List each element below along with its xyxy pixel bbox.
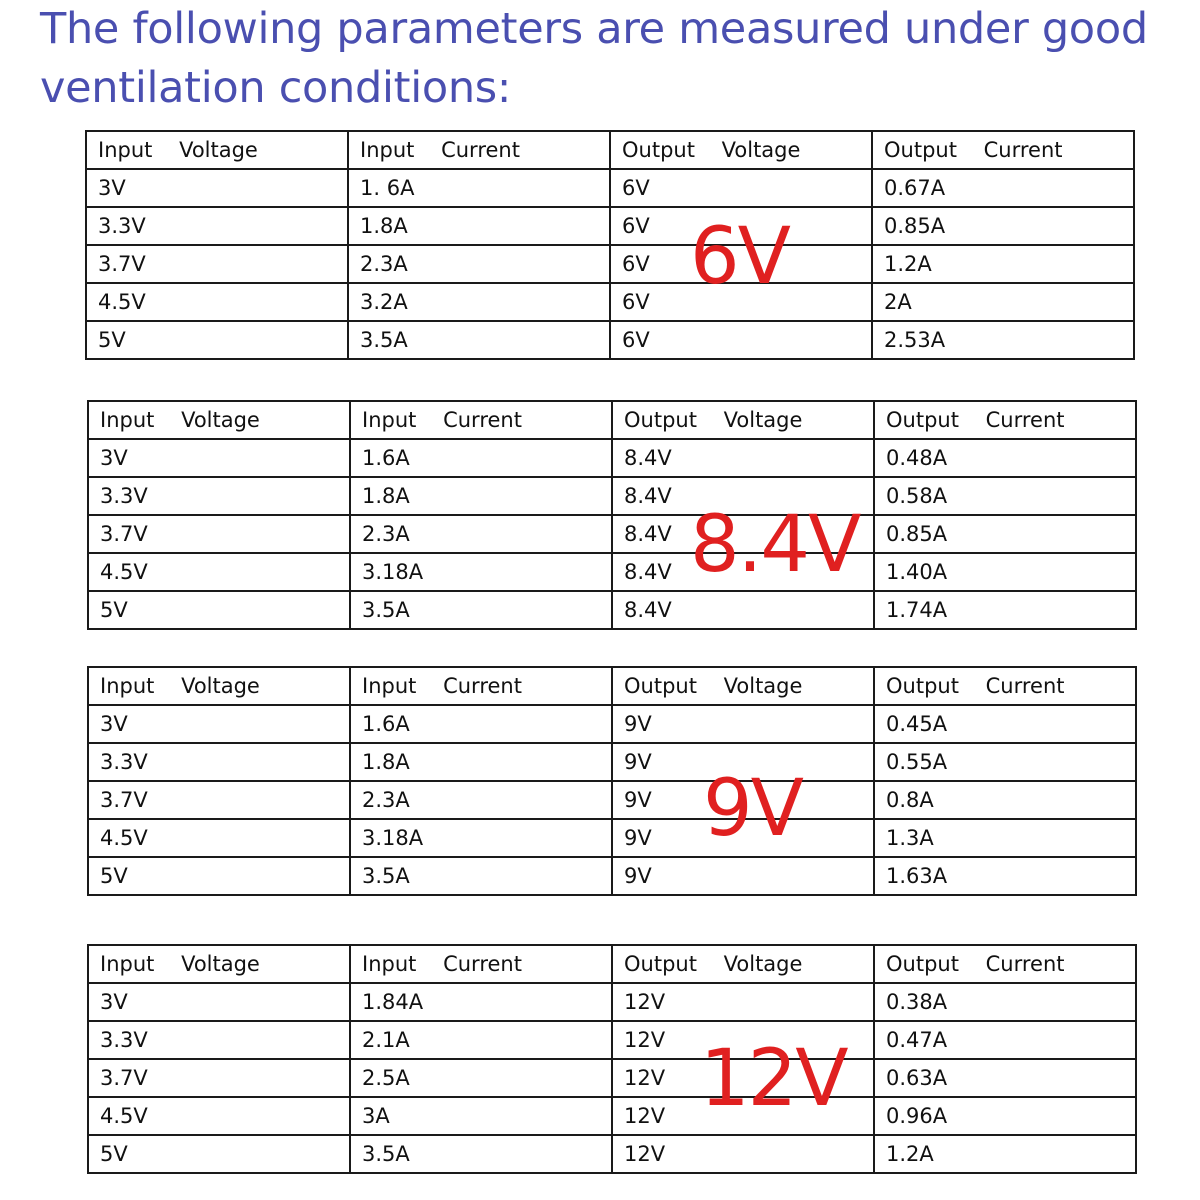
cell-output-current: 2.53A <box>872 321 1134 359</box>
cell-output-voltage: 9V <box>612 857 874 895</box>
cell-input-current: 2.3A <box>350 781 612 819</box>
cell-input-voltage: 3V <box>86 169 348 207</box>
table-row <box>86 321 1134 359</box>
header-input-current: Input Current <box>350 401 612 439</box>
table-header-row <box>88 945 1136 983</box>
cell-output-voltage: 8.4V <box>612 477 874 515</box>
cell-input-voltage: 3V <box>88 439 350 477</box>
cell-output-current: 1.63A <box>874 857 1136 895</box>
header-input-voltage: Input Voltage <box>88 667 350 705</box>
table-row <box>88 1135 1136 1173</box>
header-output-voltage: Output Voltage <box>610 131 872 169</box>
header-input-voltage: Input Voltage <box>86 131 348 169</box>
header-output-current: Output Current <box>874 667 1136 705</box>
cell-input-current: 3.18A <box>350 553 612 591</box>
cell-input-current: 2.1A <box>350 1021 612 1059</box>
cell-output-current: 2A <box>872 283 1134 321</box>
cell-input-voltage: 5V <box>88 857 350 895</box>
cell-input-current: 3A <box>350 1097 612 1135</box>
spec-table-12v <box>87 944 1137 1174</box>
header-output-voltage: Output Voltage <box>612 401 874 439</box>
cell-output-current: 0.38A <box>874 983 1136 1021</box>
header-output-current: Output Current <box>874 945 1136 983</box>
cell-input-current: 1.6A <box>350 705 612 743</box>
table-row <box>88 1097 1136 1135</box>
cell-output-current: 0.85A <box>872 207 1134 245</box>
cell-input-current: 3.18A <box>350 819 612 857</box>
cell-input-current: 2.3A <box>350 515 612 553</box>
cell-output-current: 0.96A <box>874 1097 1136 1135</box>
table-row <box>88 781 1136 819</box>
table-row <box>88 819 1136 857</box>
cell-output-voltage: 9V <box>612 743 874 781</box>
table-row <box>88 515 1136 553</box>
output-label-12v: 12V <box>700 1034 847 1124</box>
output-label-9v: 9V <box>703 764 802 854</box>
table-row <box>88 439 1136 477</box>
table-row <box>88 983 1136 1021</box>
table-row <box>88 553 1136 591</box>
header-output-current: Output Current <box>874 401 1136 439</box>
header-output-voltage: Output Voltage <box>612 945 874 983</box>
cell-input-voltage: 4.5V <box>88 553 350 591</box>
cell-output-voltage: 9V <box>612 705 874 743</box>
cell-output-current: 1.74A <box>874 591 1136 629</box>
page-heading: The following parameters are measured under good ventilation conditions: <box>40 4 1148 113</box>
cell-input-voltage: 3.7V <box>88 781 350 819</box>
cell-output-voltage: 8.4V <box>612 439 874 477</box>
cell-input-voltage: 4.5V <box>88 819 350 857</box>
cell-output-voltage: 12V <box>612 1135 874 1173</box>
cell-input-voltage: 3V <box>88 705 350 743</box>
header-input-voltage: Input Voltage <box>88 401 350 439</box>
output-label-6v: 6V <box>690 212 789 302</box>
cell-input-voltage: 4.5V <box>86 283 348 321</box>
cell-input-current: 1.6A <box>350 439 612 477</box>
cell-input-current: 3.5A <box>348 321 610 359</box>
cell-output-current: 1.2A <box>874 1135 1136 1173</box>
cell-output-current: 1.2A <box>872 245 1134 283</box>
header-output-current: Output Current <box>872 131 1134 169</box>
cell-input-voltage: 5V <box>88 1135 350 1173</box>
table-row <box>88 705 1136 743</box>
cell-output-voltage: 6V <box>610 169 872 207</box>
cell-input-voltage: 3.3V <box>88 743 350 781</box>
cell-output-voltage: 6V <box>610 321 872 359</box>
table-row <box>88 1059 1136 1097</box>
cell-output-voltage: 12V <box>612 983 874 1021</box>
cell-input-voltage: 3.7V <box>88 515 350 553</box>
cell-input-voltage: 3.3V <box>86 207 348 245</box>
spec-table-6v <box>85 130 1135 360</box>
cell-input-current: 1.84A <box>350 983 612 1021</box>
header-input-voltage: Input Voltage <box>88 945 350 983</box>
cell-input-current: 3.5A <box>350 591 612 629</box>
cell-output-current: 1.3A <box>874 819 1136 857</box>
table-row <box>88 743 1136 781</box>
cell-output-voltage: 8.4V <box>612 515 874 553</box>
cell-input-current: 1.8A <box>348 207 610 245</box>
cell-output-current: 0.85A <box>874 515 1136 553</box>
cell-input-current: 2.3A <box>348 245 610 283</box>
table-header-row <box>88 401 1136 439</box>
table-row <box>88 857 1136 895</box>
table-row <box>86 169 1134 207</box>
table-row <box>88 591 1136 629</box>
cell-output-current: 0.55A <box>874 743 1136 781</box>
cell-output-voltage: 12V <box>612 1097 874 1135</box>
cell-input-voltage: 3V <box>88 983 350 1021</box>
cell-input-current: 2.5A <box>350 1059 612 1097</box>
cell-output-current: 0.45A <box>874 705 1136 743</box>
table-row <box>86 245 1134 283</box>
header-input-current: Input Current <box>350 945 612 983</box>
header-input-current: Input Current <box>348 131 610 169</box>
table-row <box>86 207 1134 245</box>
cell-input-voltage: 3.7V <box>86 245 348 283</box>
table-row <box>88 477 1136 515</box>
cell-input-current: 1. 6A <box>348 169 610 207</box>
cell-output-current: 0.8A <box>874 781 1136 819</box>
table-row <box>88 1021 1136 1059</box>
table-row <box>86 283 1134 321</box>
cell-input-voltage: 3.7V <box>88 1059 350 1097</box>
cell-input-current: 3.2A <box>348 283 610 321</box>
cell-output-current: 0.48A <box>874 439 1136 477</box>
cell-output-current: 0.67A <box>872 169 1134 207</box>
output-label-8-4v: 8.4V <box>690 500 860 590</box>
cell-output-current: 0.58A <box>874 477 1136 515</box>
cell-output-voltage: 8.4V <box>612 591 874 629</box>
cell-output-current: 1.40A <box>874 553 1136 591</box>
table-header-row <box>86 131 1134 169</box>
cell-output-voltage: 6V <box>610 245 872 283</box>
cell-input-current: 3.5A <box>350 857 612 895</box>
spec-table-9v <box>87 666 1137 896</box>
cell-output-current: 0.47A <box>874 1021 1136 1059</box>
header-output-voltage: Output Voltage <box>612 667 874 705</box>
cell-input-voltage: 3.3V <box>88 1021 350 1059</box>
cell-output-voltage: 6V <box>610 283 872 321</box>
cell-input-voltage: 4.5V <box>88 1097 350 1135</box>
cell-output-voltage: 8.4V <box>612 553 874 591</box>
cell-output-voltage: 9V <box>612 781 874 819</box>
cell-input-voltage: 5V <box>88 591 350 629</box>
cell-input-current: 1.8A <box>350 477 612 515</box>
cell-output-voltage: 6V <box>610 207 872 245</box>
cell-output-voltage: 12V <box>612 1021 874 1059</box>
cell-input-current: 3.5A <box>350 1135 612 1173</box>
table-header-row <box>88 667 1136 705</box>
cell-output-voltage: 9V <box>612 819 874 857</box>
spec-table-8-4v <box>87 400 1137 630</box>
cell-input-voltage: 5V <box>86 321 348 359</box>
cell-output-voltage: 12V <box>612 1059 874 1097</box>
header-input-current: Input Current <box>350 667 612 705</box>
cell-output-current: 0.63A <box>874 1059 1136 1097</box>
cell-input-current: 1.8A <box>350 743 612 781</box>
cell-input-voltage: 3.3V <box>88 477 350 515</box>
